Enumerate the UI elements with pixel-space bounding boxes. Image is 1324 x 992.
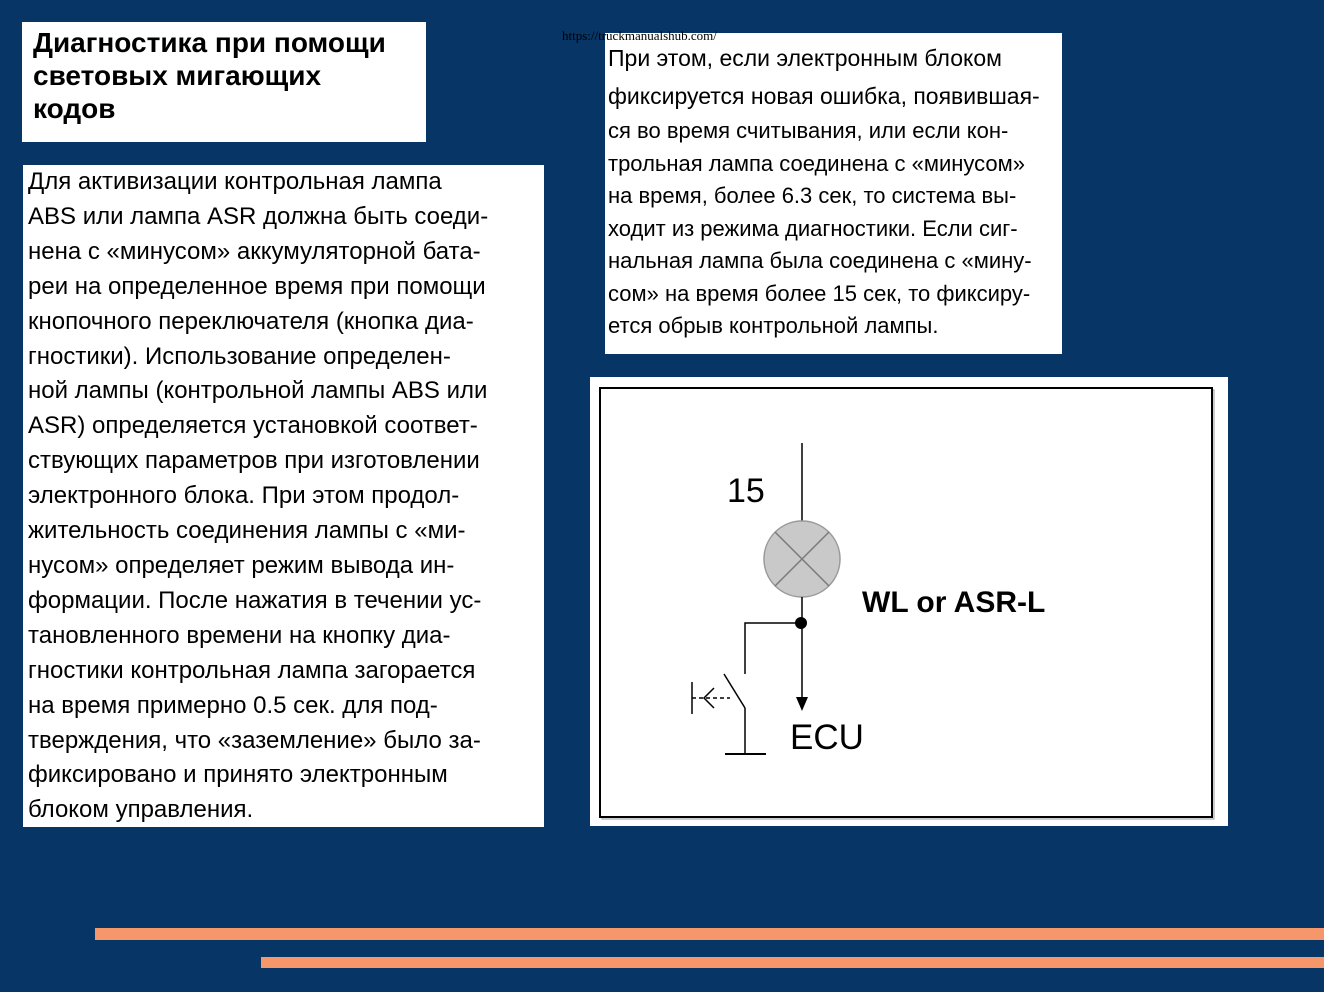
text-line: ствующих параметров при изготовлении [28,447,480,475]
ecu-label: ECU [790,718,864,757]
text-line: гностики). Использование определен- [28,342,451,370]
title-panel [22,22,426,142]
text-line: электронного блока. При этом продол- [28,482,460,510]
text-line: нальная лампа была соединена с «мину- [608,248,1032,273]
text-line: жительность соединения лампы с «ми- [28,517,466,545]
text-line: Для активизации контрольная лампа [28,168,442,195]
text-line: блоком управления. [28,796,254,824]
text-line: ABS или лампа ASR должна быть соеди- [28,202,489,230]
page-title-line: Диагностика при помощи [33,27,386,58]
terminal-15-label: 15 [727,472,765,510]
accent-stripe-bottom [261,957,1324,968]
text-line: формации. После нажатия в течении ус- [28,586,482,614]
text-line: ся во время считывания, или если кон- [608,118,1009,143]
page-title-line: кодов [33,93,116,124]
lamp-label: WL or ASR-L [862,586,1046,619]
text-line: ходит из режима диагностики. Если сиг- [608,215,1018,241]
text-line: гностики контрольная лампа загорается [28,656,476,684]
lamp-icon [764,521,840,597]
text-line: При этом, если электронным блоком [608,45,1002,71]
wiring-diagram [590,377,1228,826]
text-line: ной лампы (контрольной лампы ABS или [28,377,488,405]
text-line: тверждения, что «заземление» было за- [28,726,481,754]
text-line: на время примерно 0.5 сек. для под- [28,691,438,719]
text-line: нусом» определяет режим вывода ин- [28,551,455,579]
text-line: кнопочного переключателя (кнопка диа- [28,307,474,335]
source-url-watermark: https://truckmanualshub.com/ [562,28,717,43]
wiring-diagram-panel [590,377,1228,826]
right-text-panel [605,33,1062,354]
text-line: ется обрыв контрольной лампы. [608,313,939,338]
text-line: сом» на время более 15 сек, то фиксиру- [608,280,1031,306]
page-title-line: световых мигающих [33,60,322,91]
text-line: ASR) определяется установкой соответ- [28,412,478,440]
left-text-panel [23,165,544,827]
text-line: фиксируется новая ошибка, появившая- [608,83,1040,109]
text-line: фиксировано и принято электронным [28,761,448,789]
accent-stripe-top [95,928,1324,940]
text-line: на время, более 6.3 сек, то система вы- [608,183,1017,208]
text-line: тановленного времени на кнопку диа- [28,621,451,649]
text-line: нена с «минусом» аккумуляторной бата- [28,237,481,265]
text-line: реи на определенное время при помощи [28,272,486,300]
text-line: трольная лампа соединена с «минусом» [608,150,1025,176]
